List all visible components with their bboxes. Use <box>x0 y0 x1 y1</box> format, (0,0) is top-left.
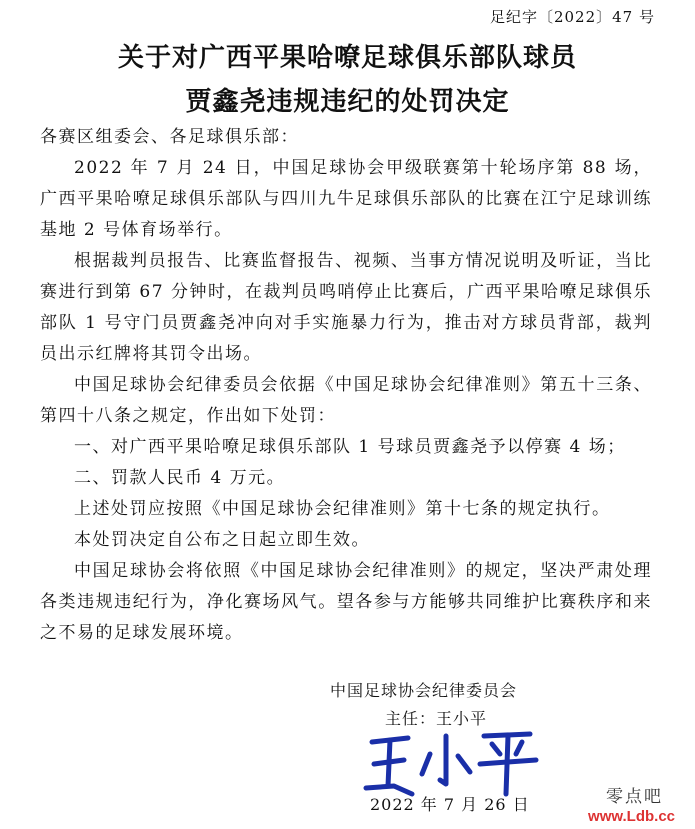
document-body <box>40 122 652 649</box>
salutation: 各赛区组委会、各足球俱乐部： <box>40 127 299 147</box>
paragraph-penalty-1: 一、对广西平果哈嘹足球俱乐部队 1 号球员贾鑫尧予以停赛 4 场； <box>74 437 626 457</box>
watermark-site-name: 零点吧 <box>606 787 663 807</box>
paragraph-incident: 根据裁判员报告、比赛监督报告、视频、当事方情况说明及听证，当比赛进行到第 67 分钟时，在裁判员鸣哨停止比赛后，广西平果哈嘹足球俱乐部队 1 号守门员贾鑫尧冲向对手实施暴力行为，推击对方球员背部，裁判员出示红牌将其罚令出场。 <box>40 251 652 364</box>
signing-organization: 中国足球协会纪律委员会 <box>330 681 518 700</box>
document-number: 足纪字〔2022〕47 号 <box>489 8 655 26</box>
paragraph-basis: 中国足球协会纪律委员会依据《中国足球协会纪律准则》第五十三条、第四十八条之规定，作出如下处罚： <box>40 375 652 426</box>
handwritten-signature <box>360 728 540 800</box>
watermark-site-url: www.Ldb.cc <box>588 808 675 825</box>
paragraph-execution: 上述处罚应按照《中国足球协会纪律准则》第十七条的规定执行。 <box>74 499 611 519</box>
signing-director: 主任：王小平 <box>385 709 488 728</box>
paragraph-match-info: 2022 年 7 月 24 日，中国足球协会甲级联赛第十轮场序第 88 场，广西平果哈嘹足球俱乐部队与四川九牛足球俱乐部队的比赛在江宁足球训练基地 2 号体育场举行。 <box>40 158 652 240</box>
document-title-line-2: 贾鑫尧违规违纪的处罚决定 <box>185 87 510 117</box>
paragraph-closing: 中国足球协会将依照《中国足球协会纪律准则》的规定，坚决严肃处理各类违规违纪行为，净化赛场风气。望各参与方能够共同维护比赛秩序和来之不易的足球发展环境。 <box>40 561 652 643</box>
document-date: 2022 年 7 月 26 日 <box>370 795 530 814</box>
document-title-line-1: 关于对广西平果哈嘹足球俱乐部队球员 <box>117 43 577 73</box>
paragraph-effective: 本处罚决定自公布之日起立即生效。 <box>74 530 370 550</box>
paragraph-penalty-2: 二、罚款人民币 4 万元。 <box>74 468 286 488</box>
